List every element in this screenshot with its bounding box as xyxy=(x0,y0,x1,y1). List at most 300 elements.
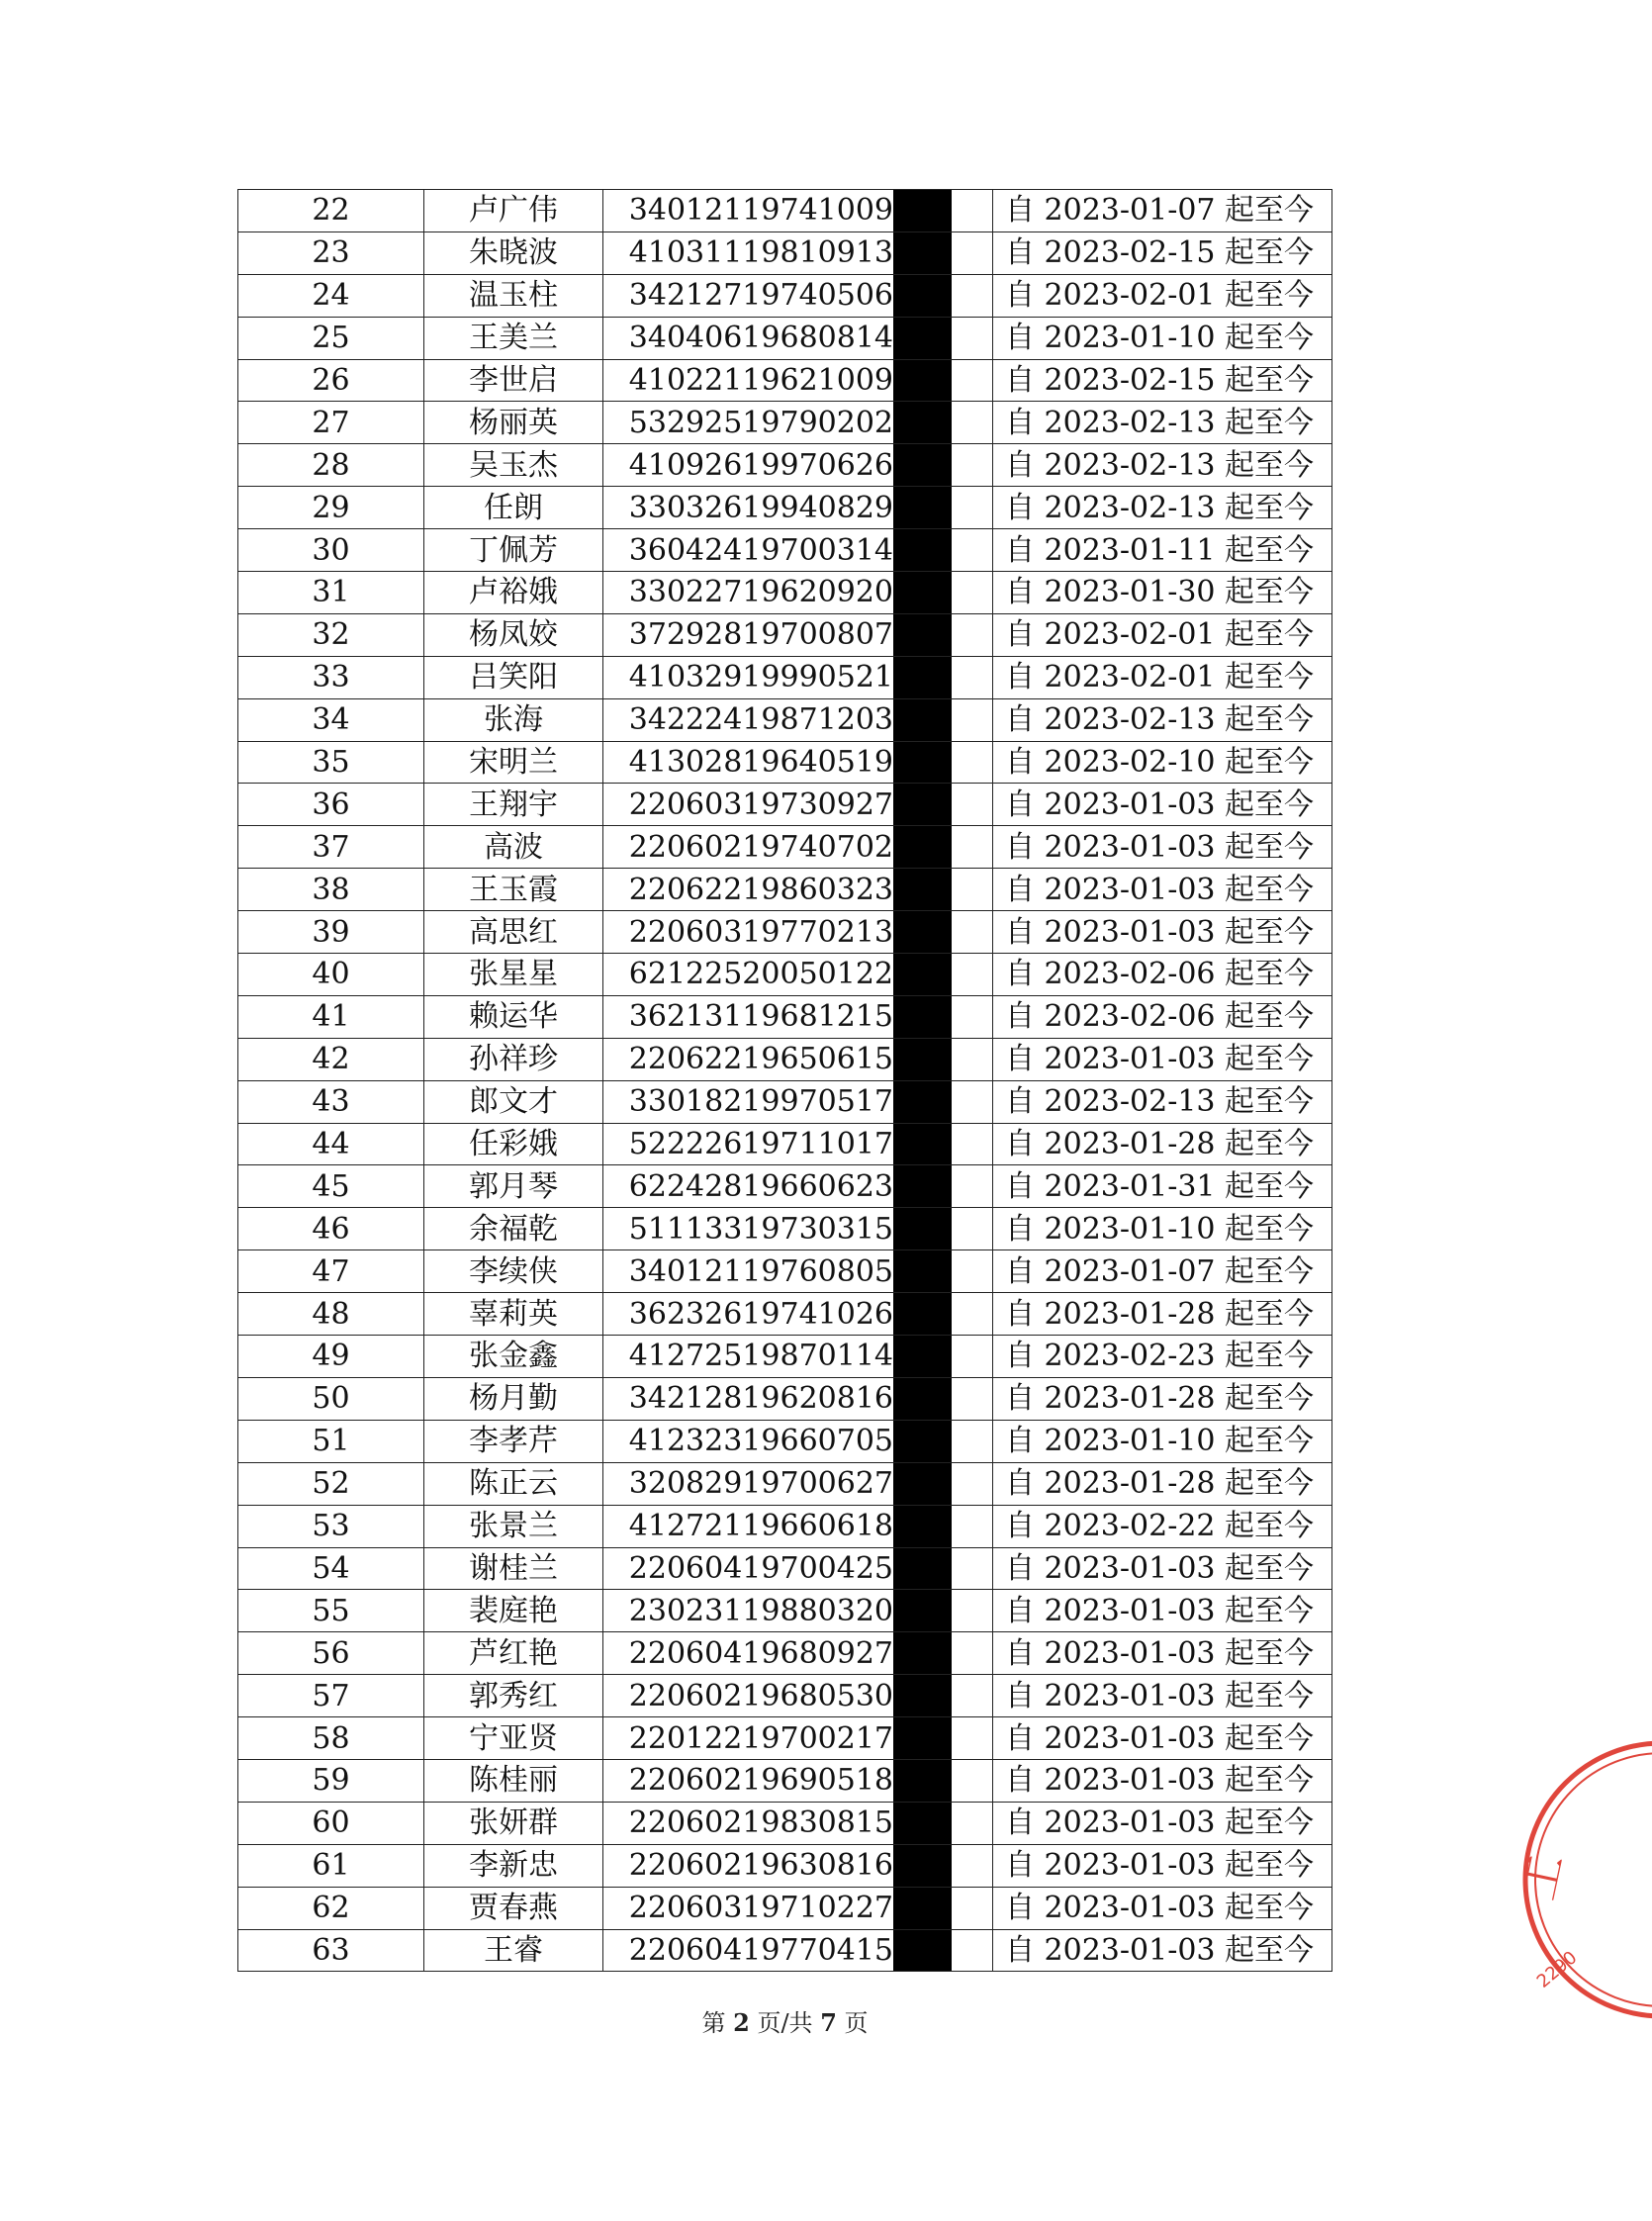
redaction-block xyxy=(893,231,952,274)
enrollment-period: 自 2023-02-06 起至今 xyxy=(993,995,1332,1038)
blank-cell xyxy=(952,1929,993,1972)
enrollment-period: 自 2023-01-03 起至今 xyxy=(993,1844,1332,1887)
id-number: 52222619711017 xyxy=(603,1123,894,1165)
enrollment-period: 自 2023-01-03 起至今 xyxy=(993,1717,1332,1760)
person-name: 张金鑫 xyxy=(424,1336,603,1378)
person-name: 王美兰 xyxy=(424,317,603,359)
table-row xyxy=(238,1929,1332,1972)
redaction-block xyxy=(893,487,952,529)
id-number: 41302819640519 xyxy=(603,741,894,784)
id-number: 34212719740506 xyxy=(603,274,894,317)
blank-cell xyxy=(952,572,993,614)
enrollment-period: 自 2023-01-28 起至今 xyxy=(993,1123,1332,1165)
id-number: 22060319770213 xyxy=(603,911,894,954)
id-number: 41272519870114 xyxy=(603,1336,894,1378)
row-number: 25 xyxy=(238,317,424,359)
id-number: 34222419871203 xyxy=(603,698,894,741)
row-number: 50 xyxy=(238,1377,424,1420)
blank-cell xyxy=(952,784,993,826)
blank-cell xyxy=(952,1632,993,1675)
enrollment-period: 自 2023-01-03 起至今 xyxy=(993,1929,1332,1972)
id-number: 22060219630816 xyxy=(603,1844,894,1887)
id-number: 22062219860323 xyxy=(603,869,894,911)
id-number: 37292819700807 xyxy=(603,613,894,656)
person-name: 温玉柱 xyxy=(424,274,603,317)
id-number: 51113319730315 xyxy=(603,1208,894,1250)
official-seal-stamp xyxy=(1511,1736,1652,2033)
person-name: 李孝芹 xyxy=(424,1420,603,1462)
table-row xyxy=(238,741,1332,784)
table-row xyxy=(238,444,1332,487)
row-number: 62 xyxy=(238,1887,424,1929)
blank-cell xyxy=(952,826,993,869)
table-row xyxy=(238,698,1332,741)
redaction-block xyxy=(893,741,952,784)
enrollment-period: 自 2023-01-03 起至今 xyxy=(993,1887,1332,1929)
person-name: 杨凤姣 xyxy=(424,613,603,656)
person-name: 张妍群 xyxy=(424,1802,603,1844)
table-row xyxy=(238,1505,1332,1547)
id-number: 41092619970626 xyxy=(603,444,894,487)
redaction-block xyxy=(893,1887,952,1929)
enrollment-period: 自 2023-02-15 起至今 xyxy=(993,359,1332,402)
redaction-block xyxy=(893,1377,952,1420)
redaction-block xyxy=(893,1929,952,1972)
id-number: 34012119741009 xyxy=(603,190,894,232)
table-row xyxy=(238,1038,1332,1080)
enrollment-period: 自 2023-02-13 起至今 xyxy=(993,698,1332,741)
person-name: 宋明兰 xyxy=(424,741,603,784)
blank-cell xyxy=(952,1844,993,1887)
table-row xyxy=(238,1590,1332,1632)
row-number: 63 xyxy=(238,1929,424,1972)
person-name: 杨月勤 xyxy=(424,1377,603,1420)
blank-cell xyxy=(952,698,993,741)
blank-cell xyxy=(952,231,993,274)
blank-cell xyxy=(952,613,993,656)
blank-cell xyxy=(952,911,993,954)
person-name: 郎文才 xyxy=(424,1080,603,1123)
table-row xyxy=(238,1165,1332,1208)
table-row xyxy=(238,826,1332,869)
id-number: 41022119621009 xyxy=(603,359,894,402)
table-row xyxy=(238,869,1332,911)
enrollment-period: 自 2023-01-07 起至今 xyxy=(993,1250,1332,1293)
enrollment-period: 自 2023-02-13 起至今 xyxy=(993,1080,1332,1123)
id-number: 62122520050122 xyxy=(603,954,894,996)
redaction-block xyxy=(893,190,952,232)
enrollment-period: 自 2023-02-10 起至今 xyxy=(993,741,1332,784)
person-name: 芦红艳 xyxy=(424,1632,603,1675)
enrollment-period: 自 2023-01-28 起至今 xyxy=(993,1377,1332,1420)
blank-cell xyxy=(952,656,993,698)
person-name: 任朗 xyxy=(424,487,603,529)
table-row xyxy=(238,402,1332,444)
row-number: 46 xyxy=(238,1208,424,1250)
row-number: 53 xyxy=(238,1505,424,1547)
id-number: 41032919990521 xyxy=(603,656,894,698)
blank-cell xyxy=(952,1420,993,1462)
id-number: 33022719620920 xyxy=(603,572,894,614)
redaction-block xyxy=(893,1717,952,1760)
person-name: 孙祥珍 xyxy=(424,1038,603,1080)
enrollment-period: 自 2023-02-23 起至今 xyxy=(993,1336,1332,1378)
person-name: 高波 xyxy=(424,826,603,869)
enrollment-period: 自 2023-01-28 起至今 xyxy=(993,1293,1332,1336)
table-row xyxy=(238,1675,1332,1717)
person-name: 王睿 xyxy=(424,1929,603,1972)
id-number: 22060419770415 xyxy=(603,1929,894,1972)
row-number: 39 xyxy=(238,911,424,954)
blank-cell xyxy=(952,1505,993,1547)
redaction-block xyxy=(893,317,952,359)
blank-cell xyxy=(952,1377,993,1420)
person-name: 张景兰 xyxy=(424,1505,603,1547)
row-number: 51 xyxy=(238,1420,424,1462)
table-row xyxy=(238,487,1332,529)
id-number: 22062219650615 xyxy=(603,1038,894,1080)
enrollment-period: 自 2023-01-10 起至今 xyxy=(993,317,1332,359)
person-name: 吴玉杰 xyxy=(424,444,603,487)
table-row xyxy=(238,954,1332,996)
row-number: 52 xyxy=(238,1462,424,1505)
person-name: 张海 xyxy=(424,698,603,741)
id-number: 62242819660623 xyxy=(603,1165,894,1208)
seal-character: 工 xyxy=(1511,1849,1574,1905)
redaction-block xyxy=(893,1038,952,1080)
blank-cell xyxy=(952,1165,993,1208)
enrollment-period: 自 2023-01-03 起至今 xyxy=(993,1590,1332,1632)
id-number: 22012219700217 xyxy=(603,1717,894,1760)
table-row xyxy=(238,1759,1332,1802)
row-number: 34 xyxy=(238,698,424,741)
enrollment-period: 自 2023-02-01 起至今 xyxy=(993,656,1332,698)
row-number: 35 xyxy=(238,741,424,784)
enrollment-period: 自 2023-02-01 起至今 xyxy=(993,613,1332,656)
row-number: 31 xyxy=(238,572,424,614)
person-name: 卢裕娥 xyxy=(424,572,603,614)
row-number: 23 xyxy=(238,231,424,274)
row-number: 47 xyxy=(238,1250,424,1293)
redaction-block xyxy=(893,995,952,1038)
enrollment-period: 自 2023-02-13 起至今 xyxy=(993,444,1332,487)
table-row xyxy=(238,1293,1332,1336)
table-row xyxy=(238,1717,1332,1760)
redaction-block xyxy=(893,1675,952,1717)
redaction-block xyxy=(893,1547,952,1590)
person-name: 张星星 xyxy=(424,954,603,996)
table-row xyxy=(238,911,1332,954)
redaction-block xyxy=(893,1844,952,1887)
table-row xyxy=(238,190,1332,232)
person-name: 余福乾 xyxy=(424,1208,603,1250)
table-row xyxy=(238,1080,1332,1123)
id-number: 41031119810913 xyxy=(603,231,894,274)
enrollment-period: 自 2023-02-06 起至今 xyxy=(993,954,1332,996)
redaction-block xyxy=(893,954,952,996)
table-row xyxy=(238,656,1332,698)
person-name: 卢广伟 xyxy=(424,190,603,232)
enrollment-period: 自 2023-01-03 起至今 xyxy=(993,911,1332,954)
table-row xyxy=(238,529,1332,572)
table-row xyxy=(238,317,1332,359)
row-number: 61 xyxy=(238,1844,424,1887)
person-name: 谢桂兰 xyxy=(424,1547,603,1590)
row-number: 36 xyxy=(238,784,424,826)
blank-cell xyxy=(952,1802,993,1844)
blank-cell xyxy=(952,1293,993,1336)
redaction-block xyxy=(893,529,952,572)
row-number: 54 xyxy=(238,1547,424,1590)
redaction-block xyxy=(893,1802,952,1844)
roster-table-body xyxy=(238,190,1332,1972)
redaction-block xyxy=(893,402,952,444)
row-number: 43 xyxy=(238,1080,424,1123)
blank-cell xyxy=(952,487,993,529)
redaction-block xyxy=(893,444,952,487)
footer-middle: 页/共 xyxy=(757,2009,813,2037)
footer-suffix: 页 xyxy=(844,2009,869,2037)
person-name: 郭月琴 xyxy=(424,1165,603,1208)
enrollment-period: 自 2023-01-03 起至今 xyxy=(993,1038,1332,1080)
row-number: 22 xyxy=(238,190,424,232)
blank-cell xyxy=(952,1123,993,1165)
row-number: 28 xyxy=(238,444,424,487)
table-row xyxy=(238,359,1332,402)
id-number: 36232619741026 xyxy=(603,1293,894,1336)
id-number: 22060219830815 xyxy=(603,1802,894,1844)
row-number: 38 xyxy=(238,869,424,911)
redaction-block xyxy=(893,911,952,954)
blank-cell xyxy=(952,1038,993,1080)
blank-cell xyxy=(952,1717,993,1760)
person-name: 丁佩芳 xyxy=(424,529,603,572)
redaction-block xyxy=(893,1590,952,1632)
row-number: 45 xyxy=(238,1165,424,1208)
row-number: 26 xyxy=(238,359,424,402)
id-number: 22060319730927 xyxy=(603,784,894,826)
blank-cell xyxy=(952,995,993,1038)
redaction-block xyxy=(893,656,952,698)
id-number: 33032619940829 xyxy=(603,487,894,529)
redaction-block xyxy=(893,359,952,402)
person-name: 陈桂丽 xyxy=(424,1759,603,1802)
person-name: 杨丽英 xyxy=(424,402,603,444)
row-number: 27 xyxy=(238,402,424,444)
blank-cell xyxy=(952,1887,993,1929)
enrollment-period: 自 2023-01-03 起至今 xyxy=(993,784,1332,826)
row-number: 30 xyxy=(238,529,424,572)
id-number: 23023119880320 xyxy=(603,1590,894,1632)
redaction-block xyxy=(893,1293,952,1336)
redaction-block xyxy=(893,1208,952,1250)
row-number: 44 xyxy=(238,1123,424,1165)
blank-cell xyxy=(952,741,993,784)
id-number: 41272119660618 xyxy=(603,1505,894,1547)
person-name: 吕笑阳 xyxy=(424,656,603,698)
enrollment-period: 自 2023-01-03 起至今 xyxy=(993,1632,1332,1675)
id-number: 22060219690518 xyxy=(603,1759,894,1802)
id-number: 32082919700627 xyxy=(603,1462,894,1505)
row-number: 41 xyxy=(238,995,424,1038)
blank-cell xyxy=(952,869,993,911)
enrollment-period: 自 2023-01-03 起至今 xyxy=(993,1802,1332,1844)
row-number: 24 xyxy=(238,274,424,317)
id-number: 34040619680814 xyxy=(603,317,894,359)
row-number: 59 xyxy=(238,1759,424,1802)
row-number: 58 xyxy=(238,1717,424,1760)
table-row xyxy=(238,572,1332,614)
blank-cell xyxy=(952,529,993,572)
page-footer xyxy=(0,2003,1570,2038)
id-number: 34012119760805 xyxy=(603,1250,894,1293)
table-row xyxy=(238,231,1332,274)
enrollment-period: 自 2023-01-07 起至今 xyxy=(993,190,1332,232)
seal-code: 2290 xyxy=(1532,1947,1582,1992)
enrollment-period: 自 2023-01-28 起至今 xyxy=(993,1462,1332,1505)
redaction-block xyxy=(893,1165,952,1208)
blank-cell xyxy=(952,1208,993,1250)
redaction-block xyxy=(893,784,952,826)
current-page-number: 2 xyxy=(733,2008,750,2037)
blank-cell xyxy=(952,1590,993,1632)
enrollment-period: 自 2023-01-03 起至今 xyxy=(993,1759,1332,1802)
id-number: 53292519790202 xyxy=(603,402,894,444)
table-row xyxy=(238,1420,1332,1462)
row-number: 56 xyxy=(238,1632,424,1675)
table-row xyxy=(238,613,1332,656)
redaction-block xyxy=(893,613,952,656)
enrollment-period: 自 2023-01-10 起至今 xyxy=(993,1208,1332,1250)
id-number: 22060419680927 xyxy=(603,1632,894,1675)
person-name: 李世启 xyxy=(424,359,603,402)
row-number: 37 xyxy=(238,826,424,869)
person-name: 李续侠 xyxy=(424,1250,603,1293)
table-row xyxy=(238,1123,1332,1165)
redaction-block xyxy=(893,826,952,869)
person-name: 宁亚贤 xyxy=(424,1717,603,1760)
footer-prefix: 第 xyxy=(701,2009,726,2037)
row-number: 57 xyxy=(238,1675,424,1717)
blank-cell xyxy=(952,444,993,487)
blank-cell xyxy=(952,1547,993,1590)
blank-cell xyxy=(952,1462,993,1505)
redaction-block xyxy=(893,1505,952,1547)
enrollment-period: 自 2023-02-22 起至今 xyxy=(993,1505,1332,1547)
redaction-block xyxy=(893,274,952,317)
enrollment-period: 自 2023-01-03 起至今 xyxy=(993,1547,1332,1590)
id-number: 22060219680530 xyxy=(603,1675,894,1717)
enrollment-period: 自 2023-01-03 起至今 xyxy=(993,826,1332,869)
table-row xyxy=(238,274,1332,317)
person-name: 任彩娥 xyxy=(424,1123,603,1165)
enrollment-period: 自 2023-01-03 起至今 xyxy=(993,869,1332,911)
blank-cell xyxy=(952,359,993,402)
total-page-count: 7 xyxy=(820,2008,837,2037)
blank-cell xyxy=(952,317,993,359)
enrollment-period: 自 2023-01-10 起至今 xyxy=(993,1420,1332,1462)
redaction-block xyxy=(893,1080,952,1123)
person-name: 朱晓波 xyxy=(424,231,603,274)
table-row xyxy=(238,1377,1332,1420)
roster-table xyxy=(237,189,1332,1972)
row-number: 32 xyxy=(238,613,424,656)
table-row xyxy=(238,1844,1332,1887)
redaction-block xyxy=(893,869,952,911)
table-row xyxy=(238,1802,1332,1844)
row-number: 60 xyxy=(238,1802,424,1844)
blank-cell xyxy=(952,954,993,996)
redaction-block xyxy=(893,572,952,614)
blank-cell xyxy=(952,1759,993,1802)
enrollment-period: 自 2023-02-13 起至今 xyxy=(993,402,1332,444)
blank-cell xyxy=(952,1336,993,1378)
row-number: 42 xyxy=(238,1038,424,1080)
person-name: 高思红 xyxy=(424,911,603,954)
id-number: 34212819620816 xyxy=(603,1377,894,1420)
enrollment-period: 自 2023-01-11 起至今 xyxy=(993,529,1332,572)
person-name: 李新忠 xyxy=(424,1844,603,1887)
redaction-block xyxy=(893,1420,952,1462)
blank-cell xyxy=(952,1080,993,1123)
table-row xyxy=(238,1208,1332,1250)
row-number: 49 xyxy=(238,1336,424,1378)
person-name: 裴庭艳 xyxy=(424,1590,603,1632)
id-number: 22060219740702 xyxy=(603,826,894,869)
redaction-block xyxy=(893,1336,952,1378)
person-name: 王玉霞 xyxy=(424,869,603,911)
table-row xyxy=(238,1632,1332,1675)
redaction-block xyxy=(893,1123,952,1165)
table-row xyxy=(238,1887,1332,1929)
person-name: 王翔宇 xyxy=(424,784,603,826)
person-name: 赖运华 xyxy=(424,995,603,1038)
id-number: 33018219970517 xyxy=(603,1080,894,1123)
redaction-block xyxy=(893,1759,952,1802)
table-row xyxy=(238,1336,1332,1378)
table-row xyxy=(238,1462,1332,1505)
id-number: 22060319710227 xyxy=(603,1887,894,1929)
enrollment-period: 自 2023-01-03 起至今 xyxy=(993,1675,1332,1717)
redaction-block xyxy=(893,1632,952,1675)
table-row xyxy=(238,1250,1332,1293)
id-number: 22060419700425 xyxy=(603,1547,894,1590)
enrollment-period: 自 2023-02-01 起至今 xyxy=(993,274,1332,317)
person-name: 郭秀红 xyxy=(424,1675,603,1717)
enrollment-period: 自 2023-02-13 起至今 xyxy=(993,487,1332,529)
blank-cell xyxy=(952,402,993,444)
enrollment-period: 自 2023-01-30 起至今 xyxy=(993,572,1332,614)
person-name: 陈正云 xyxy=(424,1462,603,1505)
blank-cell xyxy=(952,190,993,232)
enrollment-period: 自 2023-01-31 起至今 xyxy=(993,1165,1332,1208)
person-name: 贾春燕 xyxy=(424,1887,603,1929)
blank-cell xyxy=(952,274,993,317)
row-number: 29 xyxy=(238,487,424,529)
id-number: 41232319660705 xyxy=(603,1420,894,1462)
row-number: 40 xyxy=(238,954,424,996)
table-row xyxy=(238,1547,1332,1590)
row-number: 55 xyxy=(238,1590,424,1632)
id-number: 36042419700314 xyxy=(603,529,894,572)
person-name: 辜莉英 xyxy=(424,1293,603,1336)
row-number: 48 xyxy=(238,1293,424,1336)
table-row xyxy=(238,784,1332,826)
row-number: 33 xyxy=(238,656,424,698)
table-row xyxy=(238,995,1332,1038)
blank-cell xyxy=(952,1250,993,1293)
redaction-block xyxy=(893,1250,952,1293)
